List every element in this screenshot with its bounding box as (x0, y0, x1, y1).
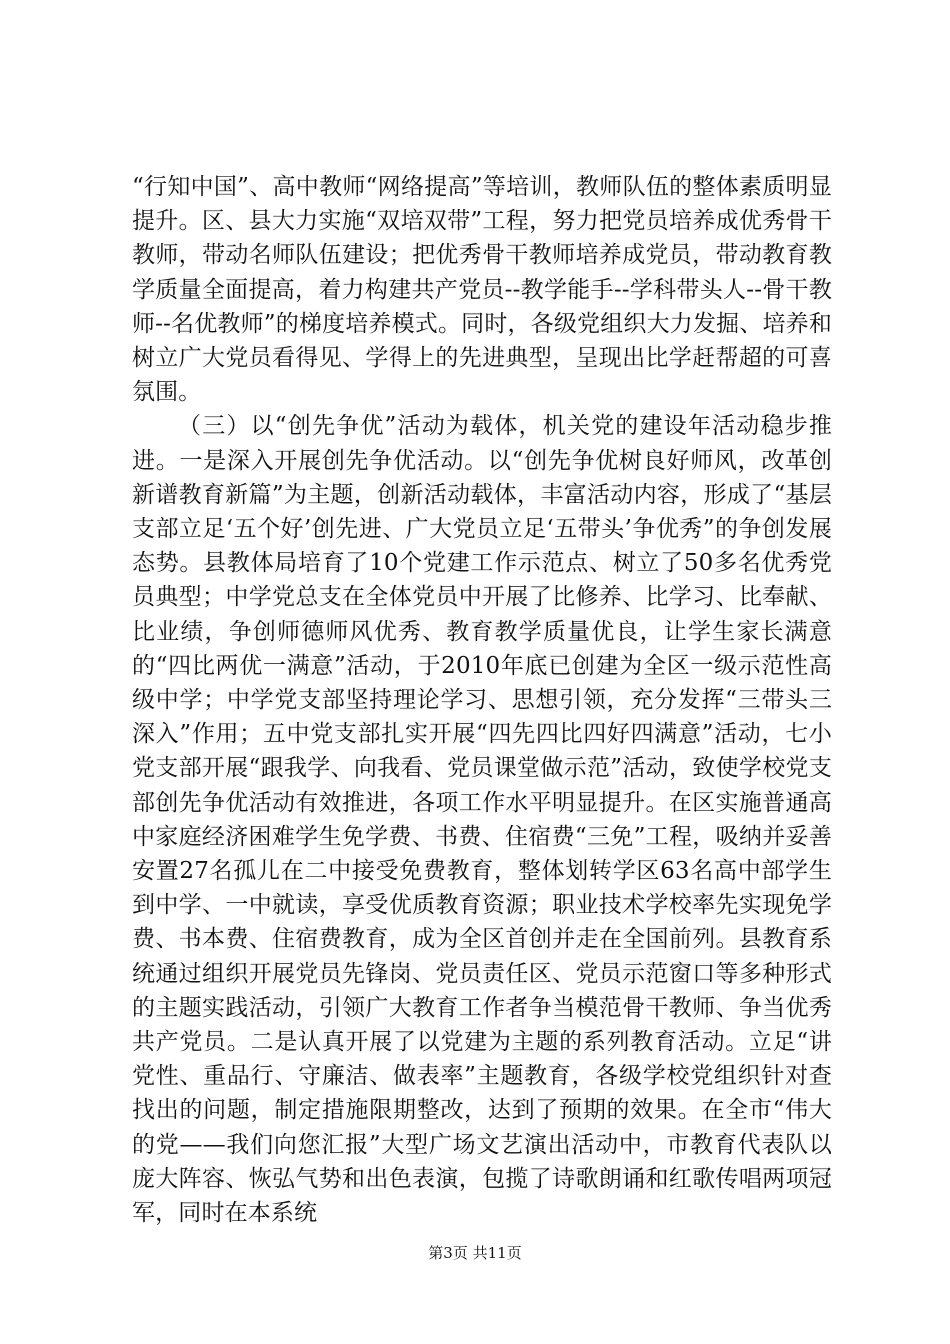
page-number-footer: 第3页 共11页 (428, 1244, 522, 1262)
body-text (132, 170, 832, 1230)
paragraph-2: （三）以“创先争优”活动为载体，机关党的建设年活动稳步推进。一是深入开展创先争优活动。以“创先争优树良好师风，改革创新谱教育新篇”为主题，创新活动载体，丰富活动内容，形成了“基层支部立足‘五个好’创先进、广大党员立足‘五带头’争优秀”的争创发展态势。县教体局培育了10个党建工作示范点、树立了50多名优秀党员典型；中学党总支在全体党员中开展了比修养、比学习、比奉献、比业绩，争创师德师风优秀、教育教学质量优良，让学生家长满意的“四比两优一满意”活动，于2010年底已创建为全区一级示范性高级中学；中学党支部坚持理论学习、思想引领，充分发挥“三带头三深入”作用；五中党支部扎实开展“四先四比四好四满意”活动，七小党支部开展“跟我学、向我看、党员课堂做示范”活动，致使学校党支部创先争优活动有效推进，各项工作水平明显提升。在区实施普通高中家庭经济困难学生免学费、书费、住宿费“三免”工程，吸纳并妥善安置27名孤儿在二中接受免费教育，整体划转学区63名高中部学生到中学、一中就读，享受优质教育资源；职业技术学校率先实现免学费、书本费、住宿费教育，成为全区首创并走在全国前列。县教育系统通过组织开展党员先锋岗、党员责任区、党员示范窗口等多种形式的主题实践活动，引领广大教育工作者争当模范骨干教师、争当优秀共产党员。二是认真开展了以党建为主题的系列教育活动。立足“讲党性、重品行、守廉洁、做表率”主题教育，各级学校党组织针对查找出的问题，制定措施限期整改，达到了预期的效果。在全市“伟大的党——我们向您汇报”大型广场文艺演出活动中，市教育代表队以庞大阵容、恢弘气势和出色表演，包揽了诗歌朗诵和红歌传唱两项冠军，同时在本系统 (132, 413, 832, 1227)
paragraph-1: “行知中国”、高中教师“网络提高”等培训，教师队伍的整体素质明显提升。区、县大力实施“双培双带”工程，努力把党员培养成优秀骨干教师，带动名师队伍建设；把优秀骨干教师培养成党员，带动教育教学质量全面提高，着力构建共产党员--教学能手--学科带头人--骨干教师--名优教师”的梯度培养模式。同时，各级党组织大力发掘、培养和树立广大党员看得见、学得上的先进典型，呈现出比学赶帮超的可喜氛围。 (132, 174, 832, 406)
